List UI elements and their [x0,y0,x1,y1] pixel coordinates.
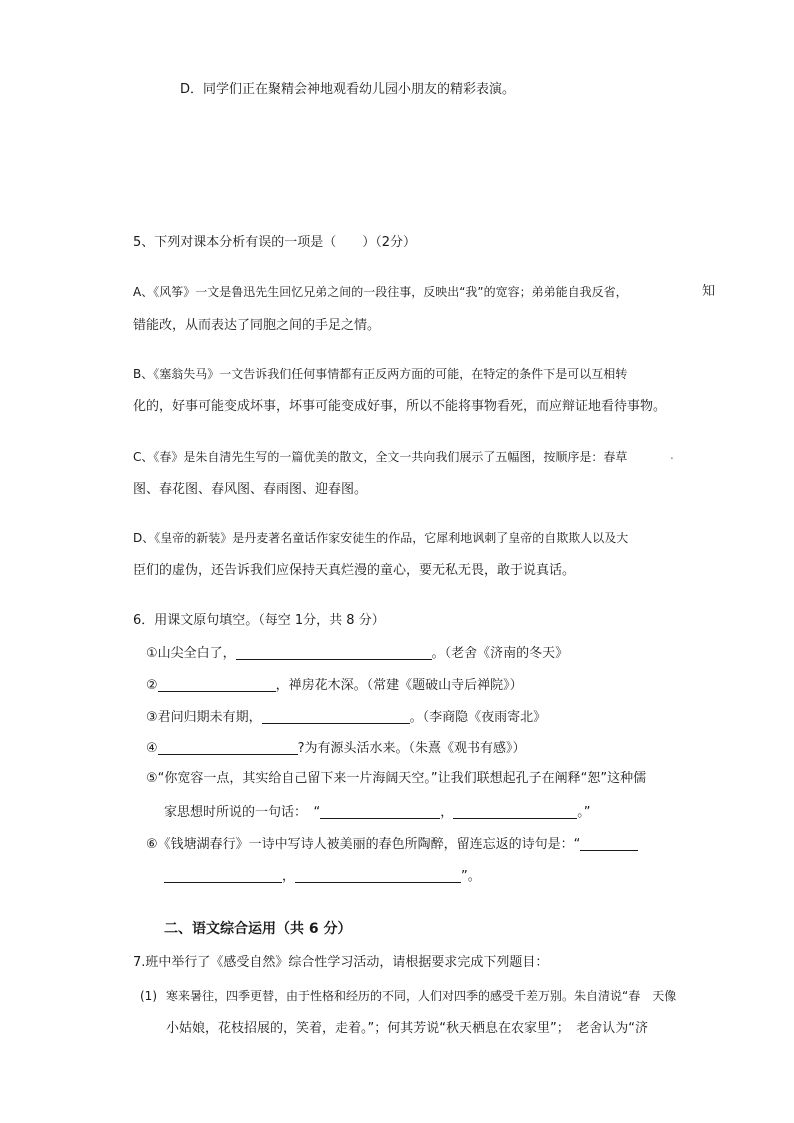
q5-option-a-line1: A、《风筝》一文是鲁迅先生回忆兄弟之间的一段往事，反映出“我”的宽容；弟弟能自我反省， [133,285,628,299]
q7-part-1-line1: 寒来暑往，四季更替，由于性格和经历的不同，人们对四季的感受千差万别。朱自清说“春 天像 [166,989,677,1003]
q6-item-1-blank[interactable] [236,645,432,660]
q7-stem: 7.班中举行了《感受自然》综合性学习活动，请根据要求完成下列题目： [133,955,549,970]
q6-item-4-post: ?为有源头活水来。（朱熹《观书有感》） [297,741,526,756]
q5-option-b-line2: 化的，好事可能变成坏事，坏事可能变成好事，所以不能将事物看死，而应辩证地看待事物。 [133,399,667,414]
q6-item-5-blank-1[interactable] [320,804,440,819]
q6-item-5-end: 。” [577,805,591,820]
q5-option-c-dot: . [670,448,674,462]
q6-item-5-pre: 家思想时所说的一句话： “ [164,805,321,820]
q6-item-1 [146,645,568,660]
q6-item-3-pre: ③君问归期未有期， [146,710,262,725]
q6-item-6-blank-3[interactable] [295,868,461,883]
q5-option-d-line1: D、《皇帝的新装》是丹麦著名童话作家安徒生的作品，它犀利地讽刺了皇帝的自欺欺人以及大 [133,531,629,545]
q5-stem: 5、下列对课本分析有误的一项是（ ）（2分） [133,235,417,250]
q5-option-a-line2: 错能改，从而表达了同胞之间的手足之情。 [133,318,381,333]
q6-item-6-pre: ⑥《钱塘湖春行》一诗中写诗人被美丽的春色所陶醉，留连忘返的诗句是：“ [146,837,581,852]
q6-item-6-blank-2[interactable] [164,868,282,883]
q6-item-4 [146,740,526,755]
q5-option-d-line2: 臣们的虚伪，还告诉我们应保持天真烂漫的童心，要无私无畏，敢于说真话。 [133,563,576,578]
q7-part-1-line2: 小姑娘，花枝招展的，笑着，走着。”；何其芳说“秋天栖息在农家里”； 老舍认为“济 [166,1021,648,1036]
q6-item-2 [146,677,523,692]
q6-item-4-blank[interactable] [158,740,298,755]
q7-part-1-number: (1) [140,989,157,1003]
q6-item-1-post: 。（老舍《济南的冬天》 [431,646,569,661]
q6-item-2-blank[interactable] [158,677,276,692]
q5-option-b-line1: B、《塞翁失马》一文告诉我们任何事情都有正反两方面的可能，在特定的条件下是可以互相转 [133,367,628,381]
q4-option-d: D．同学们正在聚精会神地观看幼儿园小朋友的精彩表演。 [180,82,516,97]
q5-option-c-line2: 图、春花图、春风图、春雨图、迎春图。 [133,482,368,497]
q6-item-6-mid: ， [282,869,296,884]
section-2-title: 二、语文综合运用（共 6 分） [164,921,352,937]
q6-stem: 6．用课文原句填空。（每空 1分，共 8 分） [133,613,385,628]
q5-option-a-line1-end: 知 [702,284,716,299]
q6-item-5-line2 [164,804,591,819]
q6-item-1-pre: ①山尖全白了， [146,646,236,661]
q6-item-3 [146,709,546,724]
q6-item-6-line2 [164,868,481,883]
q6-item-5-line1: ⑤“你宽容一点，其实给自己留下来一片海阔天空。”让我们联想起孔子在阐释“恕”这种儒 [146,771,647,786]
q6-item-3-blank[interactable] [262,709,410,724]
q6-item-5-blank-2[interactable] [453,804,577,819]
q6-item-2-pre: ② [146,678,158,693]
q6-item-6-blank-1[interactable] [580,836,638,851]
q6-item-5-mid: ， [440,805,454,820]
q5-option-c-line1: C、《春》是朱自清先生写的一篇优美的散文，全文一共向我们展示了五幅图，按顺序是：春草 [133,450,628,464]
q6-item-6-end: ”。 [461,869,481,884]
q6-item-3-post: 。（李商隐《夜雨寄北》 [409,710,547,725]
q6-item-4-pre: ④ [146,741,158,756]
q6-item-6-line1 [146,836,638,851]
q6-item-2-post: ，禅房花木深。（常建《题破山寺后禅院》） [275,678,523,693]
